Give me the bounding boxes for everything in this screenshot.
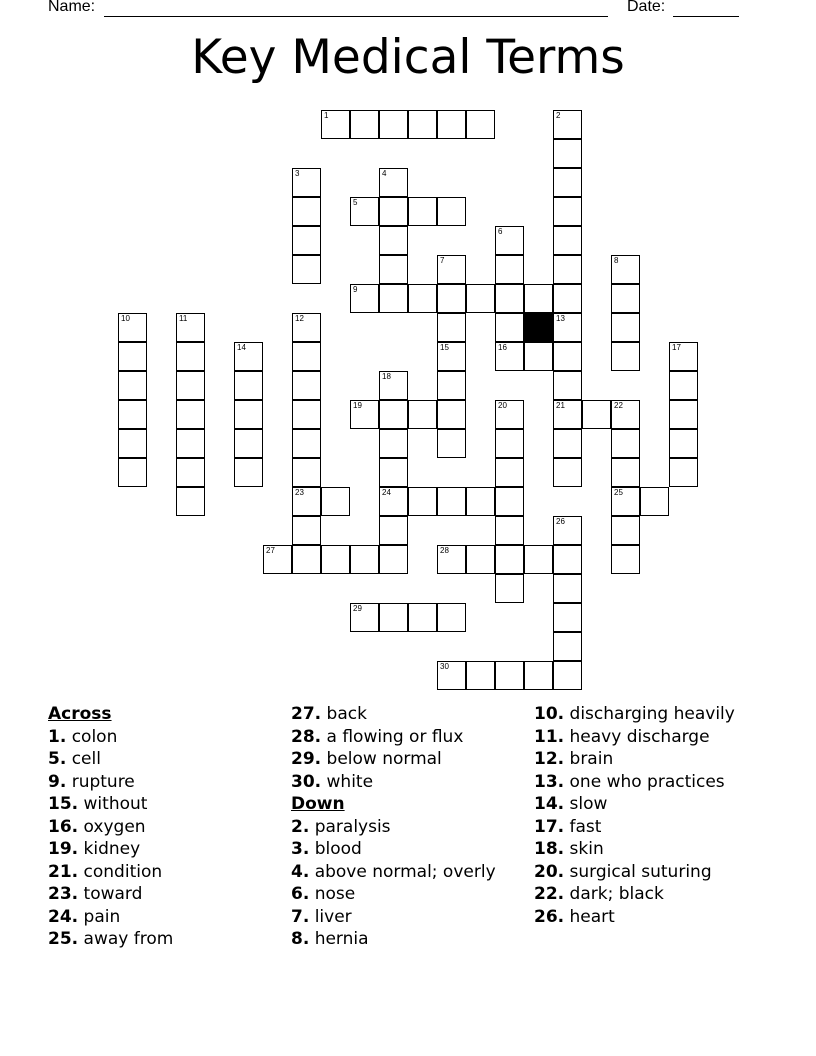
clue-text: away from (78, 929, 174, 949)
clue-text: pain (78, 906, 121, 927)
clue-number-label: 23. (48, 884, 79, 904)
crossword-cell[interactable] (495, 429, 524, 458)
clue-number: 18 (382, 372, 391, 381)
crossword-cell[interactable] (466, 284, 495, 313)
clue-text: nose (309, 884, 356, 904)
crossword-cell[interactable] (524, 545, 553, 574)
crossword-cell[interactable] (611, 255, 640, 284)
crossword-cell[interactable] (437, 400, 466, 429)
crossword-cell[interactable] (437, 342, 466, 371)
crossword-cell[interactable] (321, 545, 350, 574)
clue-text: brain (564, 749, 614, 769)
crossword-cell[interactable] (669, 429, 698, 458)
crossword-cell[interactable] (437, 197, 466, 226)
down-clue (534, 726, 784, 749)
crossword-cell[interactable] (640, 487, 669, 516)
crossword-cell[interactable] (524, 284, 553, 313)
down-clue (534, 703, 784, 726)
clue-number-label: 14. (534, 794, 565, 814)
crossword-cell[interactable] (437, 603, 466, 632)
crossword-cell[interactable] (495, 313, 524, 342)
clue-number: 1 (324, 111, 329, 120)
clue-number-label: 28. (291, 726, 322, 747)
crossword-cell[interactable] (553, 226, 582, 255)
crossword-cell[interactable] (553, 342, 582, 371)
clue-number-label: 4. (291, 861, 310, 882)
crossword-cell[interactable] (553, 429, 582, 458)
clue-text: surgical suturing (564, 861, 712, 882)
clue-number-label: 30. (291, 771, 322, 792)
crossword-cell[interactable] (495, 458, 524, 487)
down-clue (534, 838, 784, 861)
clue-text: one who practices (564, 771, 725, 792)
clue-number-label: 13. (534, 771, 565, 792)
date-label: Date: (627, 0, 666, 15)
crossword-cell[interactable] (437, 284, 466, 313)
clue-number-label: 2. (291, 816, 310, 837)
down-clue (291, 928, 541, 951)
clue-text: white (321, 771, 374, 792)
clue-number: 2 (556, 111, 561, 120)
clue-number: 17 (672, 343, 681, 352)
crossword-cell[interactable] (466, 545, 495, 574)
crossword-cell[interactable] (379, 197, 408, 226)
crossword-cell[interactable] (379, 168, 408, 197)
crossword-cell[interactable] (437, 487, 466, 516)
clue-number: 4 (382, 169, 387, 178)
down-clue (291, 883, 541, 906)
crossword-cell[interactable] (437, 255, 466, 284)
crossword-cell[interactable] (669, 342, 698, 371)
crossword-cell[interactable] (379, 371, 408, 400)
crossword-cell[interactable] (379, 603, 408, 632)
crossword-cell[interactable] (553, 139, 582, 168)
clues-column-1 (48, 703, 298, 951)
across-clue (48, 928, 298, 951)
crossword-cell[interactable] (553, 197, 582, 226)
clues-column-3 (534, 703, 784, 928)
crossword-cell[interactable] (437, 110, 466, 139)
page-title: Key Medical Terms (191, 30, 625, 85)
crossword-cell[interactable] (350, 197, 379, 226)
clue-number: 3 (295, 169, 300, 178)
crossword-cell[interactable] (176, 400, 205, 429)
crossword-cell[interactable] (176, 313, 205, 342)
crossword-cell[interactable] (466, 110, 495, 139)
clue-number-label: 12. (534, 749, 565, 769)
clue-number: 26 (556, 517, 565, 526)
crossword-cell[interactable] (292, 255, 321, 284)
crossword-cell[interactable] (553, 458, 582, 487)
crossword-cell[interactable] (292, 516, 321, 545)
crossword-cell[interactable] (292, 226, 321, 255)
crossword-cell[interactable] (582, 400, 611, 429)
clue-text: slow (564, 794, 608, 814)
crossword-cell[interactable] (495, 255, 524, 284)
across-clue (48, 816, 298, 839)
clue-number-label: 15. (48, 794, 79, 814)
crossword-cell[interactable] (292, 313, 321, 342)
across-clue (48, 771, 298, 794)
across-clue (291, 726, 541, 749)
clues-column-2 (291, 703, 541, 951)
clue-number-label: 25. (48, 929, 79, 949)
clue-text: oxygen (78, 816, 146, 837)
clue-text: liver (309, 906, 352, 927)
clue-number-label: 29. (291, 749, 322, 769)
crossword-cell[interactable] (379, 516, 408, 545)
crossword-cell[interactable] (553, 545, 582, 574)
clue-number-label: 10. (534, 704, 565, 724)
clue-number: 12 (295, 314, 304, 323)
clue-text: condition (78, 861, 163, 882)
crossword-cell[interactable] (263, 545, 292, 574)
clue-number-label: 17. (534, 816, 565, 837)
clue-number: 14 (237, 343, 246, 352)
crossword-cell[interactable] (524, 342, 553, 371)
crossword-cell[interactable] (234, 400, 263, 429)
crossword-cell[interactable] (118, 342, 147, 371)
clue-number-label: 11. (534, 726, 565, 747)
down-clue (534, 883, 784, 906)
clue-number: 8 (614, 256, 619, 265)
clue-number: 25 (614, 488, 623, 497)
name-label: Name: (48, 0, 96, 15)
crossword-cell[interactable] (611, 284, 640, 313)
clue-number: 21 (556, 401, 565, 410)
crossword-cell[interactable] (176, 342, 205, 371)
crossword-cell[interactable] (611, 516, 640, 545)
crossword-cell[interactable] (292, 371, 321, 400)
crossword-cell[interactable] (379, 226, 408, 255)
crossword-cell[interactable] (437, 429, 466, 458)
crossword-cell[interactable] (495, 487, 524, 516)
across-clue (291, 703, 541, 726)
crossword-cell[interactable] (669, 371, 698, 400)
crossword-cell[interactable] (495, 574, 524, 603)
clue-number-label: 26. (534, 906, 565, 927)
crossword-cell[interactable] (553, 168, 582, 197)
crossword-cell[interactable] (350, 284, 379, 313)
down-clue (291, 816, 541, 839)
crossword-cell[interactable] (408, 110, 437, 139)
crossword-cell[interactable] (495, 516, 524, 545)
crossword-cell[interactable] (379, 487, 408, 516)
crossword-cell[interactable] (553, 632, 582, 661)
crossword-cell[interactable] (292, 342, 321, 371)
crossword-cell[interactable] (379, 110, 408, 139)
clue-text: rupture (66, 771, 135, 792)
crossword-cell[interactable] (379, 255, 408, 284)
crossword-cell[interactable] (611, 429, 640, 458)
clue-text: a flowing or flux (321, 726, 464, 747)
crossword-cell[interactable] (118, 400, 147, 429)
crossword-cell[interactable] (379, 545, 408, 574)
crossword-cell[interactable] (553, 574, 582, 603)
clue-number: 30 (440, 662, 449, 671)
crossword-cell[interactable] (553, 371, 582, 400)
crossword-cell[interactable] (495, 342, 524, 371)
across-clue (48, 726, 298, 749)
crossword-cell[interactable] (408, 400, 437, 429)
clue-number: 15 (440, 343, 449, 352)
crossword-cell[interactable] (495, 400, 524, 429)
crossword-cell[interactable] (118, 371, 147, 400)
clue-number-label: 1. (48, 726, 67, 747)
crossword-cell[interactable] (379, 429, 408, 458)
across-clue (48, 906, 298, 929)
clue-number-label: 22. (534, 884, 565, 904)
clue-number: 24 (382, 488, 391, 497)
clue-number: 28 (440, 546, 449, 555)
crossword-cell[interactable] (553, 516, 582, 545)
crossword-cell[interactable] (437, 661, 466, 690)
clue-text: heavy discharge (564, 726, 710, 747)
down-heading: Down (291, 794, 345, 814)
crossword-cell[interactable] (553, 255, 582, 284)
crossword-cell[interactable] (321, 110, 350, 139)
crossword-cell[interactable] (234, 458, 263, 487)
crossword-cell[interactable] (234, 371, 263, 400)
down-clue (534, 793, 784, 816)
clue-number: 7 (440, 256, 445, 265)
crossword-cell[interactable] (408, 487, 437, 516)
clue-number-label: 5. (48, 749, 67, 769)
across-clue (48, 748, 298, 771)
crossword-cell[interactable] (495, 284, 524, 313)
crossword-cell[interactable] (234, 342, 263, 371)
crossword-cell[interactable] (292, 545, 321, 574)
clue-number-label: 18. (534, 839, 565, 859)
crossword-cell[interactable] (495, 226, 524, 255)
clue-text: without (78, 794, 148, 814)
crossword-cell[interactable] (611, 342, 640, 371)
crossword-cell[interactable] (553, 284, 582, 313)
clue-number-label: 9. (48, 771, 67, 792)
clue-number-label: 3. (291, 839, 310, 859)
down-clue (534, 771, 784, 794)
crossword-cell[interactable] (669, 400, 698, 429)
crossword-cell[interactable] (176, 487, 205, 516)
crossword-cell[interactable] (234, 429, 263, 458)
clue-number: 20 (498, 401, 507, 410)
across-heading: Across (48, 704, 112, 724)
clue-text: fast (564, 816, 602, 837)
clue-text: dark; black (564, 884, 664, 904)
crossword-cell[interactable] (611, 487, 640, 516)
clue-number-label: 7. (291, 906, 310, 927)
crossword-cell[interactable] (466, 661, 495, 690)
crossword-cell[interactable] (611, 400, 640, 429)
crossword-cell[interactable] (408, 197, 437, 226)
crossword-cell[interactable] (321, 487, 350, 516)
down-clue (291, 861, 541, 884)
clue-text: back (321, 704, 367, 724)
crossword-cell[interactable] (408, 603, 437, 632)
across-clue (48, 861, 298, 884)
crossword-cell[interactable] (118, 429, 147, 458)
clue-text: cell (66, 749, 101, 769)
clue-text: skin (564, 839, 604, 859)
clue-number: 27 (266, 546, 275, 555)
crossword-cell[interactable] (553, 400, 582, 429)
clue-text: hernia (309, 929, 369, 949)
down-clue (291, 838, 541, 861)
crossword-cell[interactable] (176, 371, 205, 400)
crossword-cell[interactable] (553, 661, 582, 690)
crossword-cell[interactable] (553, 603, 582, 632)
crossword-cell[interactable] (495, 545, 524, 574)
clue-number-label: 8. (291, 929, 310, 949)
crossword-cell[interactable] (350, 110, 379, 139)
across-clue (48, 838, 298, 861)
clue-text: heart (564, 906, 615, 927)
clue-number-label: 16. (48, 816, 79, 837)
clue-text: above normal; overly (309, 861, 496, 882)
clue-number: 19 (353, 401, 362, 410)
down-clue (534, 748, 784, 771)
crossword-cell[interactable] (176, 429, 205, 458)
crossword-cell[interactable] (611, 458, 640, 487)
clue-number: 9 (353, 285, 358, 294)
crossword-cell[interactable] (350, 603, 379, 632)
clue-number-label: 24. (48, 906, 79, 927)
clue-number-label: 19. (48, 839, 79, 859)
across-clue (48, 883, 298, 906)
crossword-cell[interactable] (379, 284, 408, 313)
black-square (524, 313, 553, 342)
clue-number: 16 (498, 343, 507, 352)
crossword-cell[interactable] (553, 313, 582, 342)
clue-number: 11 (179, 314, 188, 323)
down-clue (534, 816, 784, 839)
across-clue (291, 748, 541, 771)
clue-number: 22 (614, 401, 623, 410)
clue-text: paralysis (309, 816, 391, 837)
crossword-cell[interactable] (379, 458, 408, 487)
crossword-cell[interactable] (350, 545, 379, 574)
clue-text: kidney (78, 839, 141, 859)
crossword-cell[interactable] (118, 313, 147, 342)
clue-number: 23 (295, 488, 304, 497)
crossword-cell[interactable] (292, 197, 321, 226)
crossword-cell[interactable] (495, 661, 524, 690)
crossword-cell[interactable] (118, 458, 147, 487)
crossword-cell[interactable] (292, 487, 321, 516)
across-clue (48, 793, 298, 816)
crossword-cell[interactable] (292, 168, 321, 197)
clue-number-label: 6. (291, 884, 310, 904)
crossword-cell[interactable] (176, 458, 205, 487)
crossword-cell[interactable] (466, 487, 495, 516)
clue-number: 13 (556, 314, 565, 323)
clue-number-label: 20. (534, 861, 565, 882)
clue-number: 10 (121, 314, 130, 323)
crossword-cell[interactable] (379, 400, 408, 429)
crossword-cell[interactable] (669, 458, 698, 487)
clue-number-label: 27. (291, 704, 322, 724)
clue-number: 5 (353, 198, 358, 207)
down-clue (534, 861, 784, 884)
crossword-cell[interactable] (524, 661, 553, 690)
clue-number: 6 (498, 227, 503, 236)
crossword-cell[interactable] (292, 458, 321, 487)
clue-number-label: 21. (48, 861, 79, 882)
crossword-cell[interactable] (292, 400, 321, 429)
crossword-cell[interactable] (611, 545, 640, 574)
clue-text: toward (78, 884, 143, 904)
crossword-cell[interactable] (437, 371, 466, 400)
clue-text: blood (309, 839, 362, 859)
down-clue (291, 906, 541, 929)
crossword-cell[interactable] (350, 400, 379, 429)
crossword-cell[interactable] (611, 313, 640, 342)
across-clue (291, 771, 541, 794)
clue-text: discharging heavily (564, 704, 735, 724)
crossword-cell[interactable] (408, 284, 437, 313)
down-clue (534, 906, 784, 929)
crossword-cell[interactable] (553, 110, 582, 139)
crossword-cell[interactable] (292, 429, 321, 458)
crossword-cell[interactable] (437, 313, 466, 342)
clue-number: 29 (353, 604, 362, 613)
clue-text: colon (66, 726, 118, 747)
clue-text: below normal (321, 749, 442, 769)
crossword-cell[interactable] (437, 545, 466, 574)
